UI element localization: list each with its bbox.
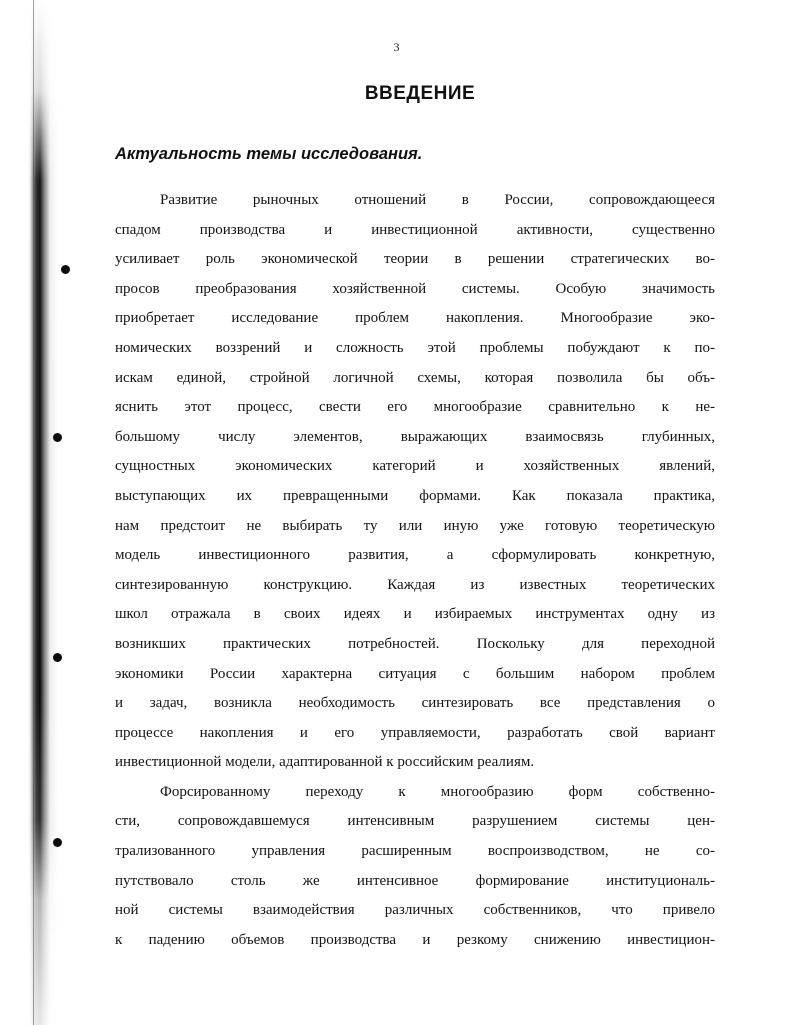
text-line: искам единой, стройной логичной схемы, которая позволила бы объ-	[115, 369, 715, 386]
body-text	[115, 186, 715, 955]
text-line: большому числу элементов, выражающих взаимосвязь глубинных,	[115, 428, 715, 445]
text-line: нам предстоит не выбирать ту или иную уже готовую теоретическую	[115, 517, 715, 534]
text-line: ной системы взаимодействия различных собственников, что привело	[115, 902, 715, 919]
text-line: возникших практических потребностей. Поскольку для переходной	[115, 635, 715, 652]
punch-hole-mark	[53, 653, 62, 662]
page-number: 3	[393, 40, 400, 54]
text-line: приобретает исследование проблем накопления. Многообразие эко-	[115, 310, 715, 327]
text-line: Развитие рыночных отношений в России, сопровождающееся	[160, 192, 715, 208]
text-line: модель инвестиционного развития, а сформулировать конкретную,	[115, 547, 715, 564]
text-line: процессе накопления и его управляемости, разработать свой вариант	[115, 724, 715, 741]
section-heading: Актуальность темы исследования.	[115, 145, 423, 163]
text-line: спадом производства и инвестиционной активности, существенно	[115, 221, 715, 238]
text-line: трализованного управления расширенным воспроизводством, не со-	[115, 843, 715, 860]
text-line: выступающих их превращенными формами. Как показала практика,	[115, 487, 715, 504]
text-line: путствовало столь же интенсивное формирование институциональ-	[115, 872, 715, 889]
text-line: Форсированному переходу к многообразию форм собственно-	[160, 783, 715, 800]
text-line: просов преобразования хозяйственной системы. Особую значимость	[115, 280, 715, 297]
punch-hole-mark	[53, 838, 62, 847]
text-line: и задач, возникла необходимость синтезировать все представления о	[115, 695, 715, 712]
text-line: номических воззрений и сложность этой проблемы побуждают к по-	[115, 339, 715, 356]
text-line: синтезированную конструкцию. Каждая из известных теоретических	[115, 576, 715, 593]
text-line: школ отражала в своих идеях и избираемых инструментах одну из	[115, 606, 715, 623]
text-line: к падению объемов производства и резкому снижению инвестицион-	[115, 931, 715, 948]
punch-hole-mark	[53, 433, 62, 442]
punch-hole-mark	[61, 265, 70, 274]
text-line: сти, сопровождавшемуся интенсивным разрушением системы цен-	[115, 813, 715, 830]
text-line: экономики России характерна ситуация с большим набором проблем	[115, 665, 715, 682]
text-line: сущностных экономических категорий и хозяйственных явлений,	[115, 458, 715, 475]
page-title: ВВЕДЕНИЕ	[364, 83, 476, 104]
scan-edge-line	[33, 0, 34, 1025]
text-line: усиливает роль экономической теории в решении стратегических во-	[115, 251, 715, 268]
text-line: яснить этот процесс, свести его многообразие сравнительно к не-	[115, 399, 715, 416]
text-line: инвестиционной модели, адаптированной к российским реалиям.	[115, 754, 535, 771]
